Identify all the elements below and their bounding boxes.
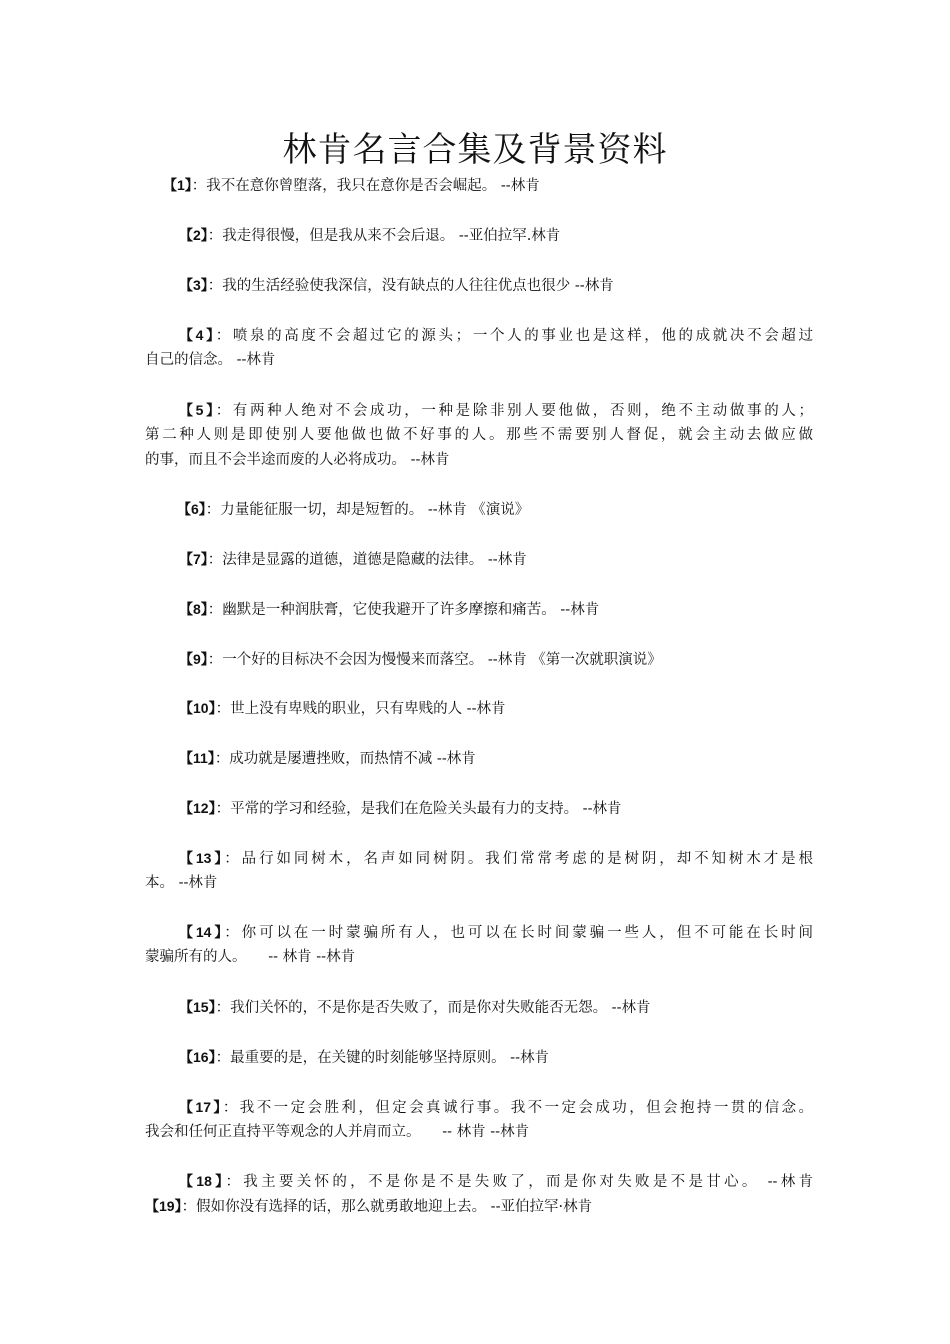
quote-19 bbox=[145, 1194, 813, 1219]
quote-number: 【11】 bbox=[179, 750, 215, 766]
quote-number: 【5】 bbox=[179, 402, 216, 418]
quote-5 bbox=[145, 398, 813, 473]
quote-text: ：假如你没有选择的话，那么就勇敢地迎上去。 --亚伯拉罕·林肯 bbox=[181, 1199, 593, 1215]
quote-number: 【8】 bbox=[179, 601, 208, 617]
quote-4 bbox=[145, 323, 813, 373]
quote-text: ：我们关怀的，不是你是否失败了，而是你对失败能否无怨。 --林肯 bbox=[215, 1000, 651, 1016]
quote-9 bbox=[145, 647, 813, 672]
quote-text-continued: 本。 --林肯 bbox=[145, 875, 218, 891]
quote-text: ：平常的学习和经验，是我们在危险关头最有力的支持。 --林肯 bbox=[215, 801, 622, 817]
quote-6 bbox=[145, 497, 813, 522]
quote-text: ：有两种人绝对不会成功，一种是除非别人要他做，否则，绝不主动做事的人； bbox=[215, 403, 813, 419]
quote-number: 【14】 bbox=[179, 924, 225, 940]
quote-text-continued: 的事，而且不会半途而废的人必将成功。 --林肯 bbox=[145, 452, 450, 468]
quote-number: 【18】 bbox=[179, 1173, 226, 1189]
quote-number: 【9】 bbox=[179, 651, 208, 667]
quote-text: ：最重要的是，在关键的时刻能够坚持原则。 --林肯 bbox=[215, 1050, 549, 1066]
quote-text: ：我的生活经验使我深信，没有缺点的人往往优点也很少 --林肯 bbox=[207, 278, 614, 294]
quote-text-continued: 第二种人则是即使别人要他做也做不好事的人。那些不需要别人督促，就会主动去做应做 bbox=[145, 427, 813, 443]
quote-7 bbox=[145, 547, 813, 572]
quote-text: ：力量能征服一切，却是短暂的。 --林肯 《演说》 bbox=[205, 502, 530, 518]
quote-text: ：我走得很慢，但是我从来不会后退。 --亚伯拉罕.林肯 bbox=[207, 228, 561, 244]
quote-13 bbox=[145, 846, 813, 896]
quote-number: 【4】 bbox=[179, 327, 216, 343]
quote-10 bbox=[145, 696, 813, 721]
quote-text: ：我主要关怀的，不是你是不是失败了，而是你对失败是不是甘心。 --林肯 bbox=[225, 1174, 813, 1190]
quote-12 bbox=[145, 796, 813, 821]
quote-2 bbox=[145, 223, 813, 248]
quote-text: ：一个好的目标决不会因为慢慢来而落空。 --林肯 《第一次就职演说》 bbox=[207, 652, 662, 668]
quote-number: 【10】 bbox=[179, 700, 216, 716]
quote-number: 【17】 bbox=[179, 1099, 223, 1115]
quote-number: 【3】 bbox=[179, 277, 208, 293]
quote-number: 【6】 bbox=[177, 501, 206, 517]
quote-text: ：我不在意你曾堕落，我只在意你是否会崛起。 --林肯 bbox=[191, 178, 540, 194]
quote-3 bbox=[145, 273, 813, 298]
quote-text: ：法律是显露的道德，道德是隐藏的法律。 --林肯 bbox=[207, 552, 527, 568]
quote-16 bbox=[145, 1045, 813, 1070]
quote-14 bbox=[145, 920, 813, 970]
quote-number: 【16】 bbox=[179, 1049, 216, 1065]
quote-text: ：成功就是屡遭挫败，而热情不减 --林肯 bbox=[214, 751, 476, 767]
quote-number: 【19】 bbox=[145, 1198, 182, 1214]
quote-text: ：世上没有卑贱的职业，只有卑贱的人 --林肯 bbox=[215, 701, 506, 717]
quote-number: 【12】 bbox=[179, 800, 216, 816]
quote-18 bbox=[145, 1169, 813, 1194]
quote-text: ：喷泉的高度不会超过它的源头；一个人的事业也是这样，他的成就决不会超过 bbox=[215, 328, 813, 344]
quote-text: ：我不一定会胜利，但定会真诚行事。我不一定会成功，但会抱持一贯的信念。 bbox=[222, 1100, 813, 1116]
quote-text: ：品行如同树木，名声如同树阴。我们常常考虑的是树阴，却不知树木才是根 bbox=[224, 851, 813, 867]
quote-11 bbox=[145, 746, 813, 771]
quote-text-continued: 蒙骗所有的人。 -- 林肯 --林肯 bbox=[145, 949, 356, 965]
quote-number: 【7】 bbox=[179, 551, 208, 567]
quote-text-continued: 自己的信念。 --林肯 bbox=[145, 352, 276, 368]
quote-17 bbox=[145, 1095, 813, 1145]
quote-8 bbox=[145, 597, 813, 622]
quote-text-continued: 我会和任何正直持平等观念的人并肩而立。 -- 林肯 --林肯 bbox=[145, 1124, 530, 1140]
quote-number: 【1】 bbox=[163, 177, 192, 193]
page-title: 林肯名言合集及背景资料 bbox=[282, 130, 668, 170]
quote-number: 【2】 bbox=[179, 227, 208, 243]
quote-15 bbox=[145, 995, 813, 1020]
quote-1 bbox=[145, 173, 813, 198]
quote-text: ：你可以在一时蒙骗所有人，也可以在长时间蒙骗一些人，但不可能在长时间 bbox=[224, 925, 813, 941]
quote-number: 【15】 bbox=[179, 999, 216, 1015]
quote-number: 【13】 bbox=[179, 850, 225, 866]
quote-text: ：幽默是一种润肤膏，它使我避开了许多摩擦和痛苦。 --林肯 bbox=[207, 602, 600, 618]
